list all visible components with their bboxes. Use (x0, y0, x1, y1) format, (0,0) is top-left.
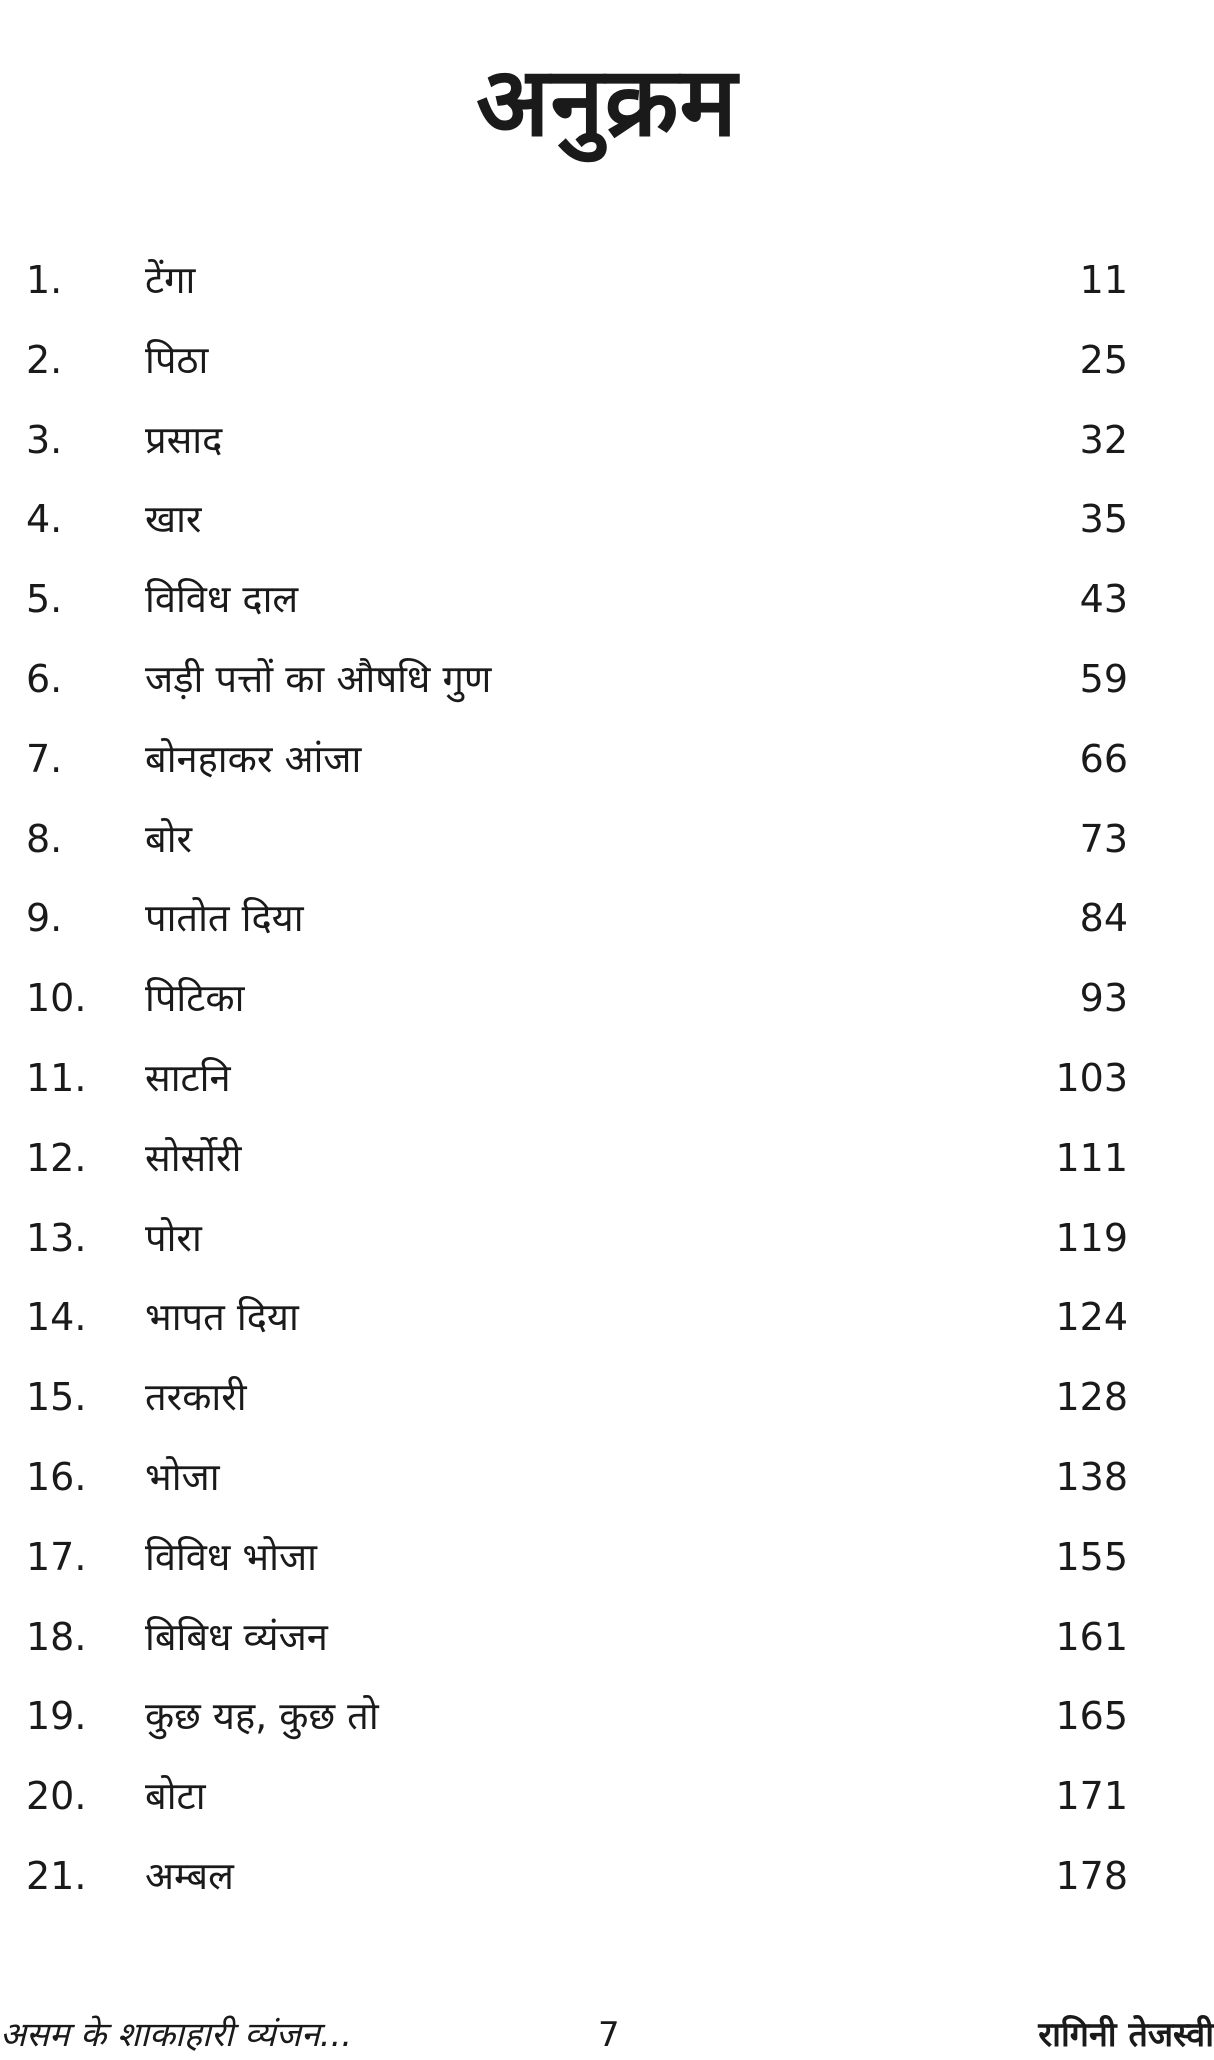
toc-entry-page: 43 (1079, 577, 1128, 622)
toc-entry-title: विविध दाल (145, 577, 299, 622)
toc-entry-number: 2. (26, 337, 63, 382)
toc-entry-number: 4. (26, 497, 63, 542)
toc-entry-number: 21. (26, 1853, 87, 1898)
toc-entry[interactable] (0, 1766, 1214, 1846)
footer-author: रागिनी तेजस्वी (1038, 2015, 1214, 2055)
toc-entry[interactable] (0, 809, 1214, 889)
toc-entry-page: 171 (1055, 1774, 1128, 1819)
toc-entry-title: तरकारी (145, 1375, 247, 1420)
toc-entry-page: 93 (1079, 976, 1128, 1021)
page-title: अनुक्रम (476, 46, 738, 159)
toc-entry[interactable] (0, 1367, 1214, 1447)
toc-entry-page: 73 (1079, 816, 1128, 861)
table-of-contents (0, 250, 1214, 1926)
toc-entry-title: पातोत दिया (145, 896, 304, 941)
toc-entry-title: भोजा (145, 1454, 220, 1499)
toc-entry-title: पोरा (145, 1215, 202, 1260)
toc-entry-page: 35 (1079, 497, 1128, 542)
toc-entry[interactable] (0, 1048, 1214, 1128)
toc-entry-title: साटनि (145, 1055, 231, 1100)
toc-entry-title: बोर (145, 816, 193, 861)
toc-entry-number: 9. (26, 896, 63, 941)
toc-entry-title: भापत दिया (145, 1295, 299, 1340)
toc-entry-title: विविध भोजा (145, 1534, 317, 1579)
toc-entry[interactable] (0, 1287, 1214, 1367)
toc-entry-number: 15. (26, 1375, 87, 1420)
toc-entry-number: 13. (26, 1215, 87, 1260)
toc-entry-page: 11 (1079, 258, 1128, 302)
toc-entry[interactable] (0, 649, 1214, 729)
toc-entry[interactable] (0, 1128, 1214, 1208)
toc-entry-page: 178 (1055, 1853, 1128, 1898)
footer-page-number: 7 (598, 2015, 620, 2055)
toc-entry[interactable] (0, 888, 1214, 968)
toc-entry-number: 20. (26, 1774, 87, 1819)
toc-entry[interactable] (0, 410, 1214, 490)
toc-entry-page: 128 (1055, 1375, 1128, 1420)
toc-entry-page: 25 (1079, 337, 1128, 382)
toc-entry-number: 8. (26, 816, 63, 861)
toc-entry[interactable] (0, 968, 1214, 1048)
toc-entry[interactable] (0, 1607, 1214, 1687)
toc-entry-number: 12. (26, 1135, 87, 1180)
toc-entry-number: 17. (26, 1534, 87, 1579)
toc-entry-page: 161 (1055, 1614, 1128, 1659)
toc-entry-number: 1. (26, 258, 63, 302)
toc-entry-title: जड़ी पत्तों का औषधि गुण (145, 656, 492, 701)
toc-entry[interactable] (0, 1846, 1214, 1926)
toc-entry-title: प्रसाद (145, 417, 223, 462)
toc-entry-title: पिटिका (145, 976, 245, 1021)
toc-entry[interactable] (0, 1686, 1214, 1766)
toc-entry-page: 165 (1055, 1694, 1128, 1739)
toc-entry[interactable] (0, 250, 1214, 330)
toc-entry-number: 14. (26, 1295, 87, 1340)
toc-entry-page: 124 (1055, 1295, 1128, 1340)
toc-entry-page: 59 (1079, 656, 1128, 701)
toc-entry-title: अम्बल (145, 1853, 234, 1898)
toc-entry-title: खार (145, 497, 202, 542)
toc-entry[interactable] (0, 1447, 1214, 1527)
toc-entry[interactable] (0, 569, 1214, 649)
toc-entry-number: 7. (26, 736, 63, 781)
toc-entry-title: बोनहाकर आंजा (145, 736, 362, 781)
page-footer (0, 2010, 1214, 2060)
toc-entry-number: 3. (26, 417, 63, 462)
toc-entry-page: 111 (1055, 1135, 1128, 1180)
toc-entry[interactable] (0, 1208, 1214, 1288)
footer-book-title: असम के शाकाहारी व्यंजन... (0, 2015, 353, 2055)
toc-entry-number: 5. (26, 577, 63, 622)
toc-entry[interactable] (0, 1527, 1214, 1607)
toc-entry-number: 6. (26, 656, 63, 701)
toc-entry-title: कुछ यह, कुछ तो (145, 1694, 379, 1739)
toc-entry-page: 32 (1079, 417, 1128, 462)
toc-entry-page: 155 (1055, 1534, 1128, 1579)
toc-entry-page: 103 (1055, 1055, 1128, 1100)
toc-entry-number: 10. (26, 976, 87, 1021)
toc-entry-page: 119 (1055, 1215, 1128, 1260)
toc-entry-title: सोर्सोरी (145, 1135, 242, 1180)
toc-entry-number: 18. (26, 1614, 87, 1659)
toc-entry-number: 11. (26, 1055, 87, 1100)
toc-entry-number: 16. (26, 1454, 87, 1499)
toc-entry-title: बोटा (145, 1774, 206, 1819)
toc-entry-number: 19. (26, 1694, 87, 1739)
toc-entry-title: टेंगा (145, 258, 196, 302)
toc-entry-title: बिबिध व्यंजन (145, 1614, 328, 1659)
toc-entry-title: पिठा (145, 337, 209, 382)
toc-entry[interactable] (0, 729, 1214, 809)
toc-entry-page: 66 (1079, 736, 1128, 781)
toc-entry-page: 138 (1055, 1454, 1128, 1499)
toc-entry[interactable] (0, 489, 1214, 569)
toc-entry-page: 84 (1079, 896, 1128, 941)
toc-entry[interactable] (0, 330, 1214, 410)
